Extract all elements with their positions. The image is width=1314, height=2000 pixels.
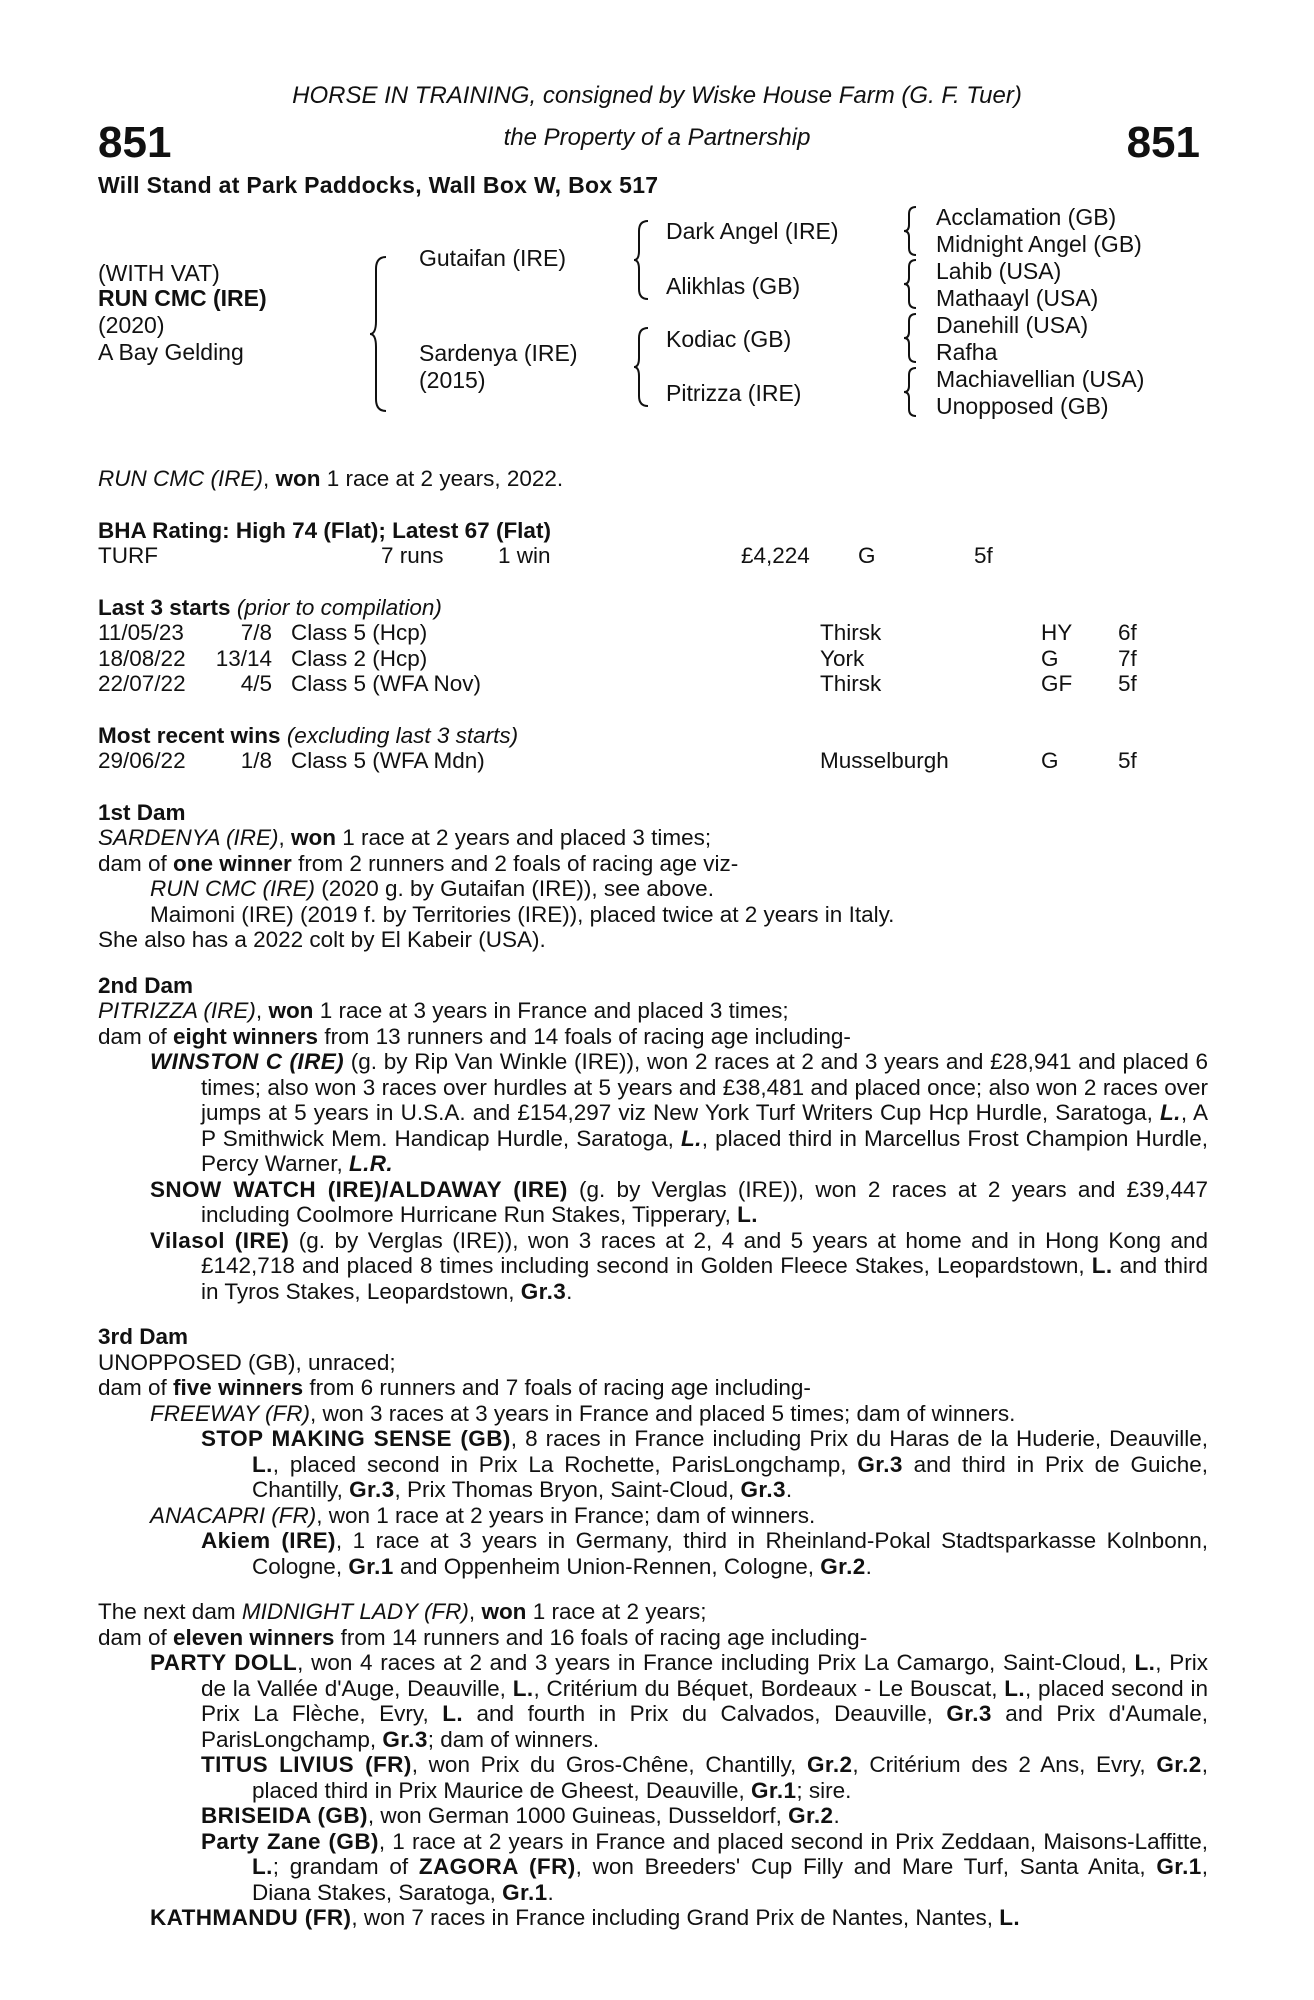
rating-heading: BHA Rating: High 74 (Flat); Latest 67 (Flat): [98, 517, 551, 543]
second-dam-heading: 2nd Dam: [98, 972, 194, 998]
lot-number-right: 851: [1126, 118, 1200, 167]
produce-entry: STOP MAKING SENSE (GB), 8 races in France including Prix du Haras de la Huderie, Deauville, L., placed second in Prix La Rochette, ParisLongchamp, Gr.3 and third in Prix de Guiche, Chantilly, Gr.3, Prix Thomas Bryon, Saint-Cloud, Gr.3.: [201, 1426, 1209, 1502]
dam-name: Sardenya (IRE): [419, 340, 578, 366]
sire-dam-brace: [368, 255, 390, 413]
second-dam-produce: dam of eight winners from 13 runners and 14 foals of racing age including-: [98, 1023, 851, 1049]
second-dam-line: PITRIZZA (IRE), won 1 race at 3 years in France and placed 3 times;: [98, 998, 789, 1023]
win-row: 29/06/22 1/8 Class 5 (WFA Mdn) Musselburgh G 5f: [98, 748, 1137, 773]
sire-dam: Alikhlas (GB): [666, 273, 801, 299]
third-dam-line: UNOPPOSED (GB), unraced;: [98, 1349, 396, 1375]
next-dam-produce: dam of eleven winners from 14 runners and 16 foals of racing age including-: [98, 1624, 868, 1650]
produce-entry: Party Zane (GB), 1 race at 2 years in France and placed second in Prix Zeddaan, Maisons-Laffitte, L.; grandam of ZAGORA (FR), won Breeders' Cup Filly and Mare Turf, Santa Anita, Gr.1, Diana Stakes, Saratoga, Gr.1.: [201, 1828, 1208, 1905]
dam-dam: Pitrizza (IRE): [666, 380, 802, 406]
produce-entry: ANACAPRI (FR), won 1 race at 2 years in France; dam of winners.: [150, 1502, 816, 1528]
gg-brace-1: [903, 205, 919, 257]
start-row: 11/05/23 7/8 Class 5 (Hcp) Thirsk HY 6f: [98, 620, 1137, 645]
produce-entry: BRISEIDA (GB), won German 1000 Guineas, Dusseldorf, Gr.2.: [201, 1803, 840, 1828]
gg-6: Rafha: [936, 339, 998, 365]
third-dam-produce: dam of five winners from 6 runners and 7 foals of racing age including-: [98, 1375, 811, 1400]
last-starts-heading: Last 3 starts (prior to compilation): [98, 594, 442, 620]
gg-3: Lahib (USA): [936, 258, 1062, 284]
gg-brace-3: [903, 312, 919, 364]
produce-entry: WINSTON C (IRE) (g. by Rip Van Winkle (IRE)), won 2 races at 2 and 3 years and £28,941 and placed 6 times; also won 3 races over hurdles at 5 years and £38,481 and placed once; also won 2 races over jumps at 5 years in U.S.A. and £154,297 viz New York Turf Writers Cup Hcp Hurdle, Saratoga, L., A P Smithwick Mem. Handicap Hurdle, Saratoga, L., placed third in Marcellus Frost Champion Hurdle, Percy Warner, L.R.: [150, 1049, 1208, 1176]
gg-1: Acclamation (GB): [936, 204, 1117, 230]
sire-brace: [633, 219, 651, 301]
race-summary: RUN CMC (IRE), won 1 race at 2 years, 2022.: [98, 466, 564, 491]
third-dam-heading: 3rd Dam: [98, 1324, 189, 1349]
recent-wins-heading: Most recent wins (excluding last 3 starts): [98, 722, 519, 748]
first-dam-note: She also has a 2022 colt by El Kabeir (USA).: [98, 927, 546, 952]
gg-brace-4: [903, 366, 919, 418]
produce-entry: Vilasol (IRE) (g. by Verglas (IRE)), won 3 races at 2, 4 and 5 years at home and in Hong Kong and £142,718 and placed 8 times including second in Golden Fleece Stakes, Leopardstown, L. and third in Tyros Stakes, Leopardstown, Gr.3.: [150, 1227, 1208, 1304]
consignment-line: HORSE IN TRAINING, consigned by Wiske House Farm (G. F. Tuer): [292, 82, 1022, 109]
catalogue-body: [98, 466, 1208, 1931]
horse-year: (2020): [98, 312, 165, 338]
sire-sire: Dark Angel (IRE): [666, 218, 839, 244]
gg-7: Machiavellian (USA): [936, 366, 1145, 392]
produce-entry: Akiem (IRE), 1 race at 3 years in Germany, third in Rheinland-Pokal Stadtsparkasse Kolnbonn, Cologne, Gr.1 and Oppenheim Union-Rennen, Cologne, Gr.2.: [201, 1528, 1208, 1579]
produce-entry: SNOW WATCH (IRE)/ALDAWAY (IRE) (g. by Verglas (IRE)), won 2 races at 2 years and £39,447 including Coolmore Hurricane Run Stakes, Tipperary, L.: [150, 1176, 1208, 1227]
start-row: 18/08/22 13/14 Class 2 (Hcp) York G 7f: [98, 645, 1137, 671]
gg-8: Unopposed (GB): [936, 393, 1109, 419]
first-dam-foal: RUN CMC (IRE) (2020 g. by Gutaifan (IRE)), see above.: [150, 876, 714, 901]
horse-name: RUN CMC (IRE): [98, 285, 267, 311]
first-dam-produce: dam of one winner from 2 runners and 2 foals of racing age viz-: [98, 850, 739, 876]
vat-note: (WITH VAT): [98, 260, 220, 286]
next-dam-line: The next dam MIDNIGHT LADY (FR), won 1 race at 2 years;: [98, 1599, 707, 1624]
gg-brace-2: [903, 258, 919, 310]
gg-2: Midnight Angel (GB): [936, 231, 1142, 257]
dam-year: (2015): [419, 367, 486, 393]
stand-location: Will Stand at Park Paddocks, Wall Box W, Box 517: [98, 172, 659, 198]
lot-number-left: 851: [98, 118, 172, 167]
produce-entry: PARTY DOLL, won 4 races at 2 and 3 years in France including Prix La Camargo, Saint-Cloud, L., Prix de la Vallée d'Auge, Deauville, L., Critérium du Béquet, Bordeaux - Le Bouscat, L., placed second in Prix La Flèche, Evry, L. and fourth in Prix du Calvados, Deauville, Gr.3 and Prix d'Aumale, ParisLongchamp, Gr.3; dam of winners.: [150, 1650, 1208, 1752]
rating-row: TURF 7 runs 1 win £4,224 G 5f: [98, 543, 993, 568]
produce-entry: KATHMANDU (FR), won 7 races in France including Grand Prix de Nantes, Nantes, L.: [150, 1905, 1021, 1930]
horse-description: A Bay Gelding: [98, 339, 244, 365]
first-dam-line: SARDENYA (IRE), won 1 race at 2 years and placed 3 times;: [98, 825, 712, 850]
produce-entry: FREEWAY (FR), won 3 races at 3 years in France and placed 5 times; dam of winners.: [150, 1400, 1016, 1426]
first-dam-foal: Maimoni (IRE) (2019 f. by Territories (IRE)), placed twice at 2 years in Italy.: [150, 901, 895, 927]
sire-name: Gutaifan (IRE): [419, 245, 566, 271]
property-line: the Property of a Partnership: [503, 124, 811, 151]
start-row: 22/07/22 4/5 Class 5 (WFA Nov) Thirsk GF 5f: [98, 671, 1137, 696]
gg-4: Mathaayl (USA): [936, 285, 1099, 311]
produce-entry: TITUS LIVIUS (FR), won Prix du Gros-Chêne, Chantilly, Gr.2, Critérium des 2 Ans, Evry, Gr.2, placed third in Prix Maurice de Gheest, Deauville, Gr.1; sire.: [201, 1752, 1208, 1803]
dam-brace: [633, 326, 651, 408]
first-dam-heading: 1st Dam: [98, 799, 186, 825]
dam-sire: Kodiac (GB): [666, 326, 792, 352]
gg-5: Danehill (USA): [936, 312, 1089, 338]
